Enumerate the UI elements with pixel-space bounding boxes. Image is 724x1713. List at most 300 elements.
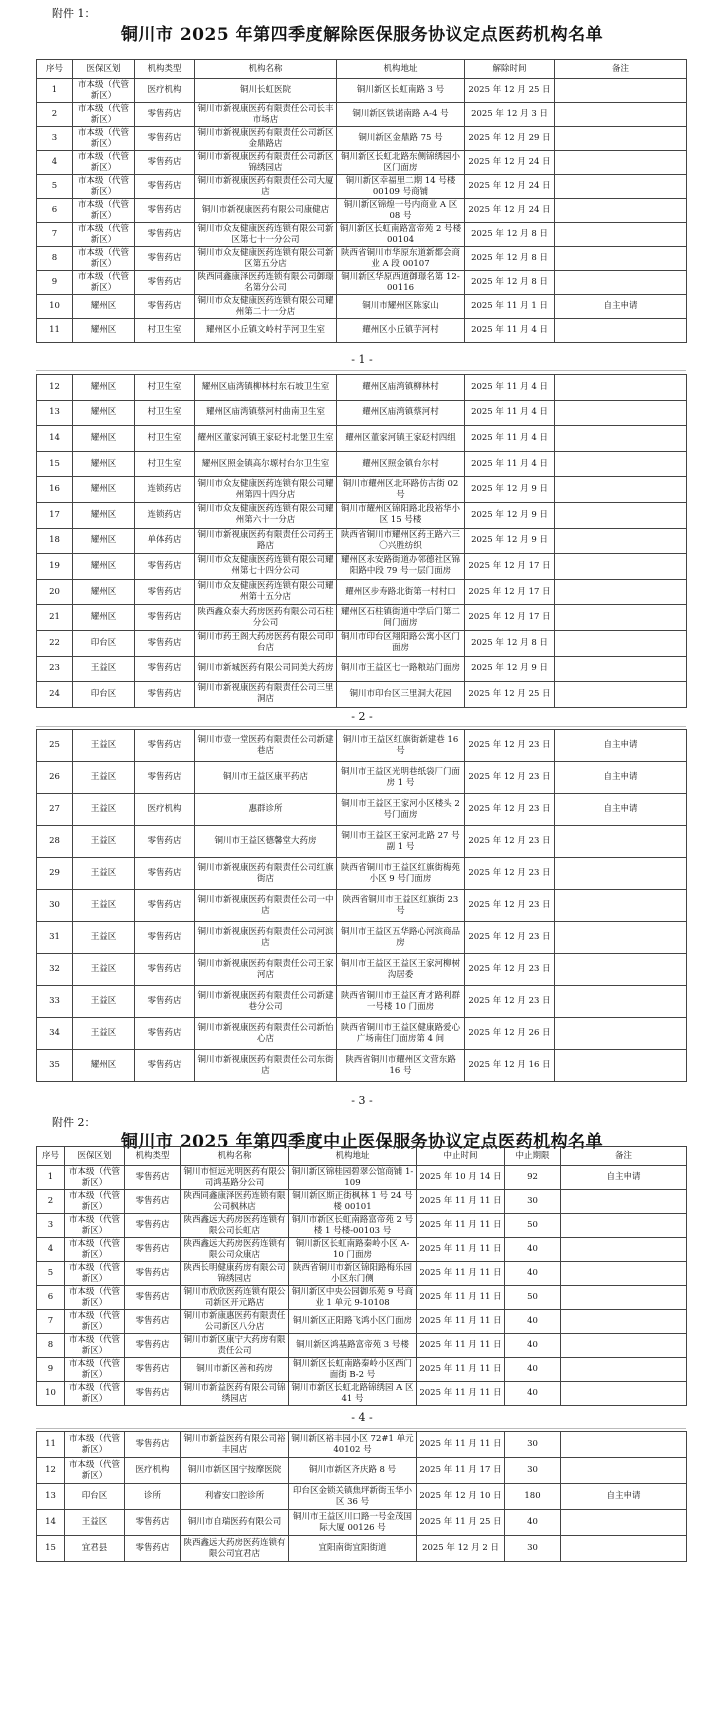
table-cell: 王益区 (73, 730, 135, 762)
table-cell: 陕西省铜川市王益区育才路利群一号楼 10 门面房 (337, 986, 465, 1018)
table-cell (555, 319, 687, 343)
table-cell: 陕西鑫远大药房医药连锁有限公司宜君店 (181, 1536, 289, 1562)
table-cell: 铜川市印台区翔阳路公寓小区门面房 (337, 630, 465, 656)
table-cell: 铜川市自瑞医药有限公司 (181, 1510, 289, 1536)
table-cell: 铜川市新区善和药房 (181, 1358, 289, 1382)
table-cell: 铜川长虹医院 (195, 79, 337, 103)
table-cell: 铜川新区长虹北路东侧锦绣园小区门面房 (337, 151, 465, 175)
table-cell: 铜川市新视康医药有限责任公司东街店 (195, 1050, 337, 1082)
table-cell: 2025 年 12 月 9 日 (465, 528, 555, 554)
table-cell: 印台区 (73, 682, 135, 708)
column-header: 医保区划 (65, 1147, 125, 1166)
table-cell: 2025 年 11 月 4 日 (465, 375, 555, 401)
table-cell: 20 (37, 579, 73, 605)
column-header: 序号 (37, 1147, 65, 1166)
table-cell: 零售药店 (135, 762, 195, 794)
table-cell: 9 (37, 271, 73, 295)
table-cell: 铜川市新视康医药有限责任公司王家河店 (195, 954, 337, 986)
table-cell (555, 579, 687, 605)
table-cell: 6 (37, 1286, 65, 1310)
table-cell (555, 986, 687, 1018)
table-cell: 33 (37, 986, 73, 1018)
table-cell: 市本级（代管新区） (65, 1458, 125, 1484)
table-cell: 医疗机构 (135, 79, 195, 103)
table-cell: 市本级（代管新区） (73, 223, 135, 247)
table-cell: 2025 年 11 月 11 日 (417, 1238, 505, 1262)
table-cell: 2025 年 12 月 9 日 (465, 656, 555, 682)
table-cell: 耀州区照金镇高尔塬村台尔卫生室 (195, 451, 337, 477)
table-cell: 2025 年 12 月 24 日 (465, 199, 555, 223)
table-cell: 市本级（代管新区） (73, 175, 135, 199)
table-cell: 2025 年 12 月 23 日 (465, 794, 555, 826)
annex1-label: 附件 1： (52, 7, 96, 20)
table-cell (561, 1382, 687, 1406)
table-cell: 铜川市新益医药有限公司锦绣园店 (181, 1382, 289, 1406)
table-cell: 零售药店 (135, 579, 195, 605)
annex2-label: 附件 2： (52, 1116, 96, 1129)
column-header: 中止期限 (505, 1147, 561, 1166)
table-cell: 零售药店 (135, 247, 195, 271)
table-cell: 2025 年 11 月 17 日 (417, 1458, 505, 1484)
table-cell: 30 (505, 1432, 561, 1458)
table-row (37, 630, 687, 656)
table-cell (561, 1286, 687, 1310)
table-cell: 铜川新区长虹南路富帝苑 2 号楼 00104 (337, 223, 465, 247)
table-cell: 4 (37, 151, 73, 175)
table-cell: 2025 年 11 月 1 日 (465, 295, 555, 319)
table-cell (561, 1238, 687, 1262)
table-cell: 2025 年 11 月 11 日 (417, 1358, 505, 1382)
table-cell: 12 (37, 375, 73, 401)
table-cell: 15 (37, 1536, 65, 1562)
table-cell: 零售药店 (125, 1382, 181, 1406)
table-cell: 王益区 (73, 826, 135, 858)
column-header: 序号 (37, 60, 73, 79)
table-cell: 市本级（代管新区） (73, 79, 135, 103)
table-cell: 2025 年 12 月 10 日 (417, 1484, 505, 1510)
column-header: 机构类型 (135, 60, 195, 79)
table-cell: 印台区 (65, 1484, 125, 1510)
table-cell: 铜川市新区齐庆路 8 号 (289, 1458, 417, 1484)
table-cell: 23 (37, 656, 73, 682)
table-cell (555, 630, 687, 656)
table-cell: 铜川市恒远光明医药有限公司鸿基路分公司 (181, 1166, 289, 1190)
table-cell: 市本级（代管新区） (65, 1238, 125, 1262)
table-cell: 零售药店 (135, 127, 195, 151)
table-cell: 铜川新区裕丰园小区 72#1 单元 40102 号 (289, 1432, 417, 1458)
table-cell: 2025 年 11 月 11 日 (417, 1286, 505, 1310)
table-cell: 铜川新区铁诺南路 A-4 号 (337, 103, 465, 127)
table-cell: 2025 年 12 月 8 日 (465, 630, 555, 656)
table-cell: 铜川市新区长虹南路富帝苑 2 号楼 1 号楼-00103 号 (289, 1214, 417, 1238)
column-header: 解除时间 (465, 60, 555, 79)
table-row (37, 579, 687, 605)
table-row (37, 1358, 687, 1382)
table-cell: 1 (37, 79, 73, 103)
table-row (37, 1536, 687, 1562)
table-row (37, 295, 687, 319)
table-cell (555, 858, 687, 890)
table-cell: 零售药店 (135, 295, 195, 319)
table-cell: 铜川市众友健康医药连锁有限公司耀州第六十一分店 (195, 502, 337, 528)
table-cell: 铜川市新视康医药有限公司康健店 (195, 199, 337, 223)
table-cell: 零售药店 (135, 630, 195, 656)
table-cell: 铜川市新益医药有限公司裕丰园店 (181, 1432, 289, 1458)
table-cell: 医疗机构 (125, 1458, 181, 1484)
table-cell: 2025 年 12 月 8 日 (465, 223, 555, 247)
table-row (37, 890, 687, 922)
table-cell (555, 400, 687, 426)
table-cell: 印台区 (73, 630, 135, 656)
table-cell: 医疗机构 (135, 794, 195, 826)
table-cell: 自主申请 (561, 1166, 687, 1190)
table-cell: 2025 年 12 月 23 日 (465, 986, 555, 1018)
table-cell: 2025 年 12 月 25 日 (465, 79, 555, 103)
table-cell (555, 826, 687, 858)
table-cell (555, 223, 687, 247)
table-cell: 市本级（代管新区） (73, 247, 135, 271)
table-cell: 零售药店 (125, 1214, 181, 1238)
table-cell (555, 1050, 687, 1082)
table-row (37, 175, 687, 199)
table-cell: 铜川市壹一堂医药有限责任公司新建巷店 (195, 730, 337, 762)
table-cell: 铜川市新城医药有限公司同美大药房 (195, 656, 337, 682)
page-number: - 4 - (351, 1411, 373, 1424)
table-cell: 铜川市王益区川口路一号金茂国际大厦 00126 号 (289, 1510, 417, 1536)
table-cell: 铜川市新视康医药有限责任公司新怡心店 (195, 1018, 337, 1050)
table-cell: 耀州区小丘镇文岭村芋河卫生室 (195, 319, 337, 343)
table-cell: 耀州区 (73, 375, 135, 401)
table-row (37, 271, 687, 295)
table-cell: 耀州区庙湾镇蔡河村 (337, 400, 465, 426)
table-cell: 王益区 (73, 922, 135, 954)
table-cell: 王益区 (73, 954, 135, 986)
table-cell: 铜川市王益区红旗街新建巷 16 号 (337, 730, 465, 762)
table-row (37, 247, 687, 271)
table-cell: 2025 年 12 月 8 日 (465, 271, 555, 295)
table-cell: 3 (37, 1214, 65, 1238)
table-cell: 耀州区 (73, 605, 135, 631)
table-cell: 铜川市新视康医药有限责任公司三里洞店 (195, 682, 337, 708)
table-cell: 34 (37, 1018, 73, 1050)
column-header: 机构地址 (337, 60, 465, 79)
table-row (37, 1510, 687, 1536)
table-row (37, 1190, 687, 1214)
table-cell: 零售药店 (135, 826, 195, 858)
table-cell: 铜川市众友健康医药连锁有限公司耀州第七十四分公司 (195, 554, 337, 580)
table-cell: 市本级（代管新区） (73, 151, 135, 175)
table-row (37, 826, 687, 858)
table-cell (555, 922, 687, 954)
table-cell: 10 (37, 1382, 65, 1406)
table-row (37, 762, 687, 794)
table-cell: 2025 年 12 月 2 日 (417, 1536, 505, 1562)
table-cell: 7 (37, 1310, 65, 1334)
table-cell: 自主申请 (561, 1484, 687, 1510)
table-cell: 零售药店 (125, 1310, 181, 1334)
table-cell: 市本级（代管新区） (65, 1166, 125, 1190)
page-number: - 1 - (351, 353, 373, 366)
table-row (37, 1334, 687, 1358)
table-cell: 27 (37, 794, 73, 826)
table-row (37, 79, 687, 103)
table-cell: 零售药店 (135, 730, 195, 762)
table-cell (555, 554, 687, 580)
table-cell (555, 528, 687, 554)
table-cell (561, 1262, 687, 1286)
column-header: 医保区划 (73, 60, 135, 79)
table-cell: 92 (505, 1166, 561, 1190)
table-cell: 30 (505, 1458, 561, 1484)
table-cell: 铜川市王益区王家河北路 27 号副 1 号 (337, 826, 465, 858)
table-cell: 陕西同鑫康泽医药连锁有限公司御璟名第分公司 (195, 271, 337, 295)
table-cell: 35 (37, 1050, 73, 1082)
table-cell: 陕西省铜川市新区锦阳路梅乐园小区东门侧 (289, 1262, 417, 1286)
table-cell: 16 (37, 477, 73, 503)
table-cell: 王益区 (73, 986, 135, 1018)
annex2-title: 铜川市 2025 年第四季度中止医保服务协议定点医药机构名单 (120, 1132, 604, 1152)
annex1-table-part1 (36, 59, 687, 343)
table-cell: 王益区 (73, 656, 135, 682)
table-row (37, 1166, 687, 1190)
table-cell (561, 1458, 687, 1484)
table-cell (561, 1510, 687, 1536)
table-cell: 零售药店 (135, 656, 195, 682)
table-cell: 铜川市王益区康平药店 (195, 762, 337, 794)
table-cell: 村卫生室 (135, 319, 195, 343)
table-cell: 王益区 (73, 794, 135, 826)
table-cell: 零售药店 (125, 1262, 181, 1286)
table-cell: 2025 年 11 月 4 日 (465, 426, 555, 452)
table-cell (561, 1310, 687, 1334)
table-cell (561, 1432, 687, 1458)
table-cell: 9 (37, 1358, 65, 1382)
table-cell: 耀州区 (73, 1050, 135, 1082)
table-cell (555, 375, 687, 401)
table-cell: 13 (37, 1484, 65, 1510)
table-row (37, 502, 687, 528)
table-cell: 2025 年 12 月 23 日 (465, 922, 555, 954)
table-cell: 零售药店 (125, 1358, 181, 1382)
table-row (37, 682, 687, 708)
table-row (37, 477, 687, 503)
table-cell: 2025 年 12 月 29 日 (465, 127, 555, 151)
table-cell: 2025 年 11 月 11 日 (417, 1432, 505, 1458)
column-header: 备注 (555, 60, 687, 79)
table-cell: 市本级（代管新区） (65, 1262, 125, 1286)
table-cell: 连锁药店 (135, 502, 195, 528)
table-cell: 零售药店 (125, 1238, 181, 1262)
table-cell: 零售药店 (125, 1536, 181, 1562)
table-cell: 铜川市欣欣医药连锁有限公司新区开元路店 (181, 1286, 289, 1310)
table-cell (555, 103, 687, 127)
table-cell: 50 (505, 1286, 561, 1310)
table-row (37, 426, 687, 452)
table-cell (555, 175, 687, 199)
table-cell: 2025 年 12 月 17 日 (465, 554, 555, 580)
table-cell: 26 (37, 762, 73, 794)
table-cell: 2025 年 12 月 8 日 (465, 247, 555, 271)
table-cell: 2025 年 12 月 24 日 (465, 175, 555, 199)
table-cell (555, 199, 687, 223)
table-cell: 2025 年 11 月 11 日 (417, 1382, 505, 1406)
table-cell: 铜川市众友健康医药连锁有限公司耀州第十五分店 (195, 579, 337, 605)
table-row (37, 1286, 687, 1310)
table-cell: 2025 年 12 月 16 日 (465, 1050, 555, 1082)
table-cell: 2025 年 12 月 26 日 (465, 1018, 555, 1050)
column-header: 机构名称 (181, 1147, 289, 1166)
table-cell: 180 (505, 1484, 561, 1510)
table-cell (555, 451, 687, 477)
table-row (37, 1458, 687, 1484)
table-cell: 铜川市新视康医药有限责任公司新区金鼎路店 (195, 127, 337, 151)
annex1-table-part3 (36, 729, 687, 1082)
table-cell: 铜川市王益区王家河小区楼头 2 号门面房 (337, 794, 465, 826)
table-cell: 铜川市王益区王益区王家河柳树沟居委 (337, 954, 465, 986)
table-cell: 市本级（代管新区） (73, 103, 135, 127)
table-cell: 市本级（代管新区） (65, 1382, 125, 1406)
table-cell: 铜川新区斯正街枫林 1 号 24 号楼 00101 (289, 1190, 417, 1214)
table-cell: 零售药店 (135, 922, 195, 954)
table-row (37, 1050, 687, 1082)
table-cell: 陕西鑫远大药房医药连锁有限公司长虹店 (181, 1214, 289, 1238)
table-cell: 铜川市新视康医药有限责任公司一中店 (195, 890, 337, 922)
table-cell: 40 (505, 1310, 561, 1334)
table-cell: 1 (37, 1166, 65, 1190)
table-cell: 市本级（代管新区） (65, 1214, 125, 1238)
table-cell: 陕西省铜川市王益区红旗街 23 号 (337, 890, 465, 922)
table-row (37, 151, 687, 175)
table-cell: 铜川市众友健康医药连锁有限公司新区第五分店 (195, 247, 337, 271)
table-cell: 19 (37, 554, 73, 580)
table-cell: 利睿安口腔诊所 (181, 1484, 289, 1510)
table-cell (555, 502, 687, 528)
table-cell: 零售药店 (135, 554, 195, 580)
table-cell (555, 890, 687, 922)
table-row (37, 986, 687, 1018)
table-cell: 零售药店 (135, 682, 195, 708)
table-cell: 铜川市王益区五华路心河滨商品房 (337, 922, 465, 954)
table-cell: 8 (37, 1334, 65, 1358)
table-cell: 5 (37, 175, 73, 199)
table-cell: 2025 年 12 月 9 日 (465, 477, 555, 503)
annex2-table-part2 (36, 1431, 687, 1562)
table-cell: 2025 年 12 月 23 日 (465, 826, 555, 858)
table-cell: 铜川新区正阳路飞鸿小区门面房 (289, 1310, 417, 1334)
table-cell: 陕西省铜川市华原东道新都会商业 A 段 00107 (337, 247, 465, 271)
table-cell: 耀州区庙湾镇柳林村 (337, 375, 465, 401)
table-cell: 村卫生室 (135, 400, 195, 426)
table-header-row (37, 1147, 687, 1166)
table-cell: 2025 年 12 月 25 日 (465, 682, 555, 708)
table-cell: 2025 年 12 月 9 日 (465, 502, 555, 528)
table-row (37, 1484, 687, 1510)
table-cell: 铜川新区锦煌一号内商业 A 区 08 号 (337, 199, 465, 223)
table-cell: 耀州区庙湾镇柳林村东石坡卫生室 (195, 375, 337, 401)
table-cell: 5 (37, 1262, 65, 1286)
table-cell: 零售药店 (135, 103, 195, 127)
table-cell (555, 426, 687, 452)
table-cell: 耀州区石柱镇街道中学后门第二间门面房 (337, 605, 465, 631)
table-cell: 2025 年 12 月 23 日 (465, 858, 555, 890)
table-cell: 铜川市众友健康医药连锁有限公司新区第七十一分公司 (195, 223, 337, 247)
table-row (37, 1262, 687, 1286)
table-row (37, 858, 687, 890)
table-row (37, 794, 687, 826)
table-cell: 40 (505, 1382, 561, 1406)
table-cell: 零售药店 (135, 151, 195, 175)
table-cell: 陕西长明健康药房有限公司锦绣园店 (181, 1262, 289, 1286)
table-cell: 零售药店 (135, 175, 195, 199)
table-cell: 零售药店 (135, 271, 195, 295)
page-number: - 3 - (351, 1094, 373, 1107)
table-cell: 零售药店 (125, 1286, 181, 1310)
table-cell: 印台区金锁关镇焦坪新街玉华小区 36 号 (289, 1484, 417, 1510)
table-cell: 50 (505, 1214, 561, 1238)
table-cell: 11 (37, 1432, 65, 1458)
table-cell: 2 (37, 103, 73, 127)
table-cell: 耀州区 (73, 295, 135, 319)
table-cell: 铜川市新区国宁按摩医院 (181, 1458, 289, 1484)
column-header: 机构名称 (195, 60, 337, 79)
table-cell: 自主申请 (555, 730, 687, 762)
table-cell: 零售药店 (125, 1166, 181, 1190)
table-row (37, 1214, 687, 1238)
table-cell: 耀州区董家河镇王家砭村四组 (337, 426, 465, 452)
table-cell (561, 1214, 687, 1238)
table-cell: 30 (37, 890, 73, 922)
table-cell (555, 1018, 687, 1050)
table-cell: 耀州区永安路街道办邻德社区锦阳路中段 79 号一层门面房 (337, 554, 465, 580)
table-cell: 铜川市新康惠医药有限责任公司新区八分店 (181, 1310, 289, 1334)
table-cell: 2025 年 10 月 14 日 (417, 1166, 505, 1190)
table-cell: 铜川市众友健康医药连锁有限公司耀州第二十一分店 (195, 295, 337, 319)
table-cell: 耀州区董家河镇王家砭村北堡卫生室 (195, 426, 337, 452)
table-cell: 2025 年 12 月 23 日 (465, 730, 555, 762)
table-cell: 耀州区 (73, 451, 135, 477)
table-cell: 自主申请 (555, 794, 687, 826)
table-cell: 陕西同鑫康泽医药连锁有限公司枫林店 (181, 1190, 289, 1214)
table-row (37, 656, 687, 682)
table-cell: 王益区 (65, 1510, 125, 1536)
table-row (37, 400, 687, 426)
table-cell: 耀州区照金镇台尔村 (337, 451, 465, 477)
table-cell (555, 271, 687, 295)
table-cell: 耀州区 (73, 502, 135, 528)
table-cell: 铜川市王益区光明巷纸袋厂门面房 1 号 (337, 762, 465, 794)
table-cell: 单体药店 (135, 528, 195, 554)
table-cell: 王益区 (73, 1018, 135, 1050)
table-cell (561, 1358, 687, 1382)
table-row (37, 1382, 687, 1406)
table-cell: 铜川市新区康宁大药房有限责任公司 (181, 1334, 289, 1358)
table-cell: 2025 年 11 月 25 日 (417, 1510, 505, 1536)
table-cell: 铜川新区幸福里二期 14 号楼 00109 号商铺 (337, 175, 465, 199)
table-cell: 铜川市耀州区锦阳路北段裕华小区 15 号楼 (337, 502, 465, 528)
table-cell: 市本级（代管新区） (65, 1310, 125, 1334)
table-cell: 村卫生室 (135, 375, 195, 401)
table-cell: 王益区 (73, 890, 135, 922)
table-cell: 铜川市众友健康医药连锁有限公司耀州第四十四分店 (195, 477, 337, 503)
table-cell: 耀州区步寿路北街第一村村口 (337, 579, 465, 605)
table-cell: 40 (505, 1262, 561, 1286)
page-divider (36, 370, 686, 371)
table-cell: 零售药店 (135, 223, 195, 247)
table-cell: 零售药店 (135, 199, 195, 223)
table-cell: 市本级（代管新区） (65, 1358, 125, 1382)
table-cell (561, 1190, 687, 1214)
page-divider (36, 1428, 686, 1429)
